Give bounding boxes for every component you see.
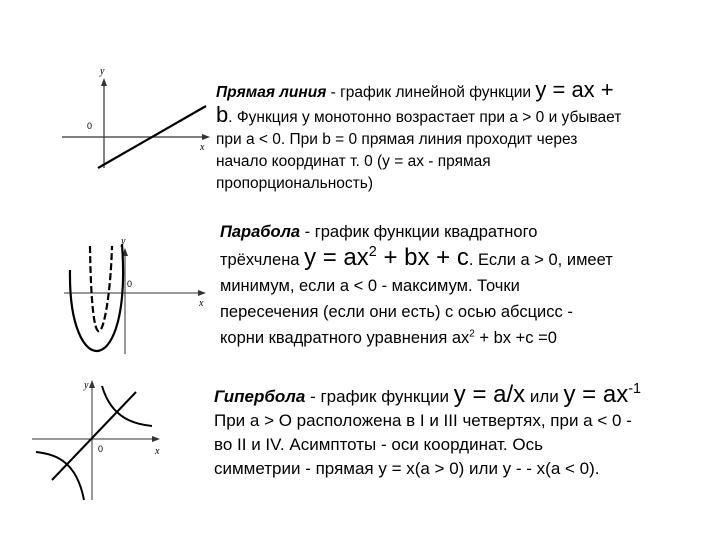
hyperbola-description-row-4: симметрии - прямая y = x(a > 0) или y - - x(a < 0). <box>214 459 600 478</box>
line-description-row-2: b. Функция y монотонно возрастает при a > 0 и убывает <box>216 102 622 127</box>
formula-b: b <box>216 102 229 127</box>
x-axis-label: x <box>200 142 205 153</box>
hyperbola-description-row-1: Гипербола - график функции y = a/x или $y = ax^{-1}$ <box>214 381 642 408</box>
hyperbola-description-row-2: При a > O расположена в I и III четвертях, при a < 0 - <box>214 411 632 430</box>
x-axis-label: x <box>155 446 160 457</box>
hyperbola-description <box>214 383 714 481</box>
formula-hyperbola-2: $y = ax^{-1}$ <box>563 381 642 408</box>
parabola-description-row-2: трёхчлена $y = ax^2$ + bx + c. Если a > 0, имеет <box>220 244 613 271</box>
line-description-row-4: начало координат т. 0 (y = ax - прямая <box>216 153 491 170</box>
line-description <box>216 79 696 195</box>
parabola-description-row-4: пересечения (если они есть) с осью абсцисс - <box>220 303 573 321</box>
y-axis-label: y <box>84 380 89 391</box>
parabola-description <box>220 219 690 351</box>
parabola-narrow-curve <box>90 246 112 331</box>
y-axis-arrow <box>89 380 95 388</box>
term-hyperbola: Гипербола <box>214 387 306 406</box>
y-axis-arrow <box>101 78 107 86</box>
parabola-wide-curve <box>70 244 123 351</box>
x-axis-arrow <box>202 134 210 140</box>
origin-label: 0 <box>87 121 93 131</box>
parabola-description-row-5: корни квадратного уравнения $ax^2$ + bx +c =0 <box>220 328 557 347</box>
parabola-graph <box>62 232 212 360</box>
formula-linear: y = ax + <box>535 77 614 102</box>
hyperbola-branch-3 <box>36 452 84 500</box>
hyperbola-description-row-3: во II и IV. Асимптоты - оси координат. Ось <box>214 435 543 454</box>
x-axis-arrow <box>198 290 206 296</box>
line-description-row-1: Прямая линия - график линейной функции y = ax + <box>216 77 614 102</box>
y-axis-label: y <box>100 66 105 77</box>
parabola-description-row-3: минимум, если a < 0 - максимум. Точки <box>220 277 520 295</box>
y-axis-label: y <box>121 236 126 247</box>
formula-quadratic: $y = ax^2$ + bx + c <box>304 244 469 271</box>
line-description-row-5: пропорциональность) <box>216 175 373 192</box>
term-straight-line: Прямая линия <box>216 84 327 101</box>
term-parabola: Парабола <box>220 223 301 241</box>
line-description-row-3: при a < 0. При b = 0 прямая линия проходит через <box>216 131 578 148</box>
line-graph <box>60 62 210 172</box>
parabola-description-row-1: Парабола - график функции квадратного <box>220 223 538 241</box>
symmetry-line <box>52 392 136 480</box>
x-axis-label: x <box>199 298 204 309</box>
origin-label: 0 <box>127 279 133 289</box>
x-axis-arrow <box>152 436 160 442</box>
hyperbola-graph <box>30 372 170 510</box>
origin-label: 0 <box>98 444 104 454</box>
formula-hyperbola-1: y = a/x <box>453 381 526 408</box>
